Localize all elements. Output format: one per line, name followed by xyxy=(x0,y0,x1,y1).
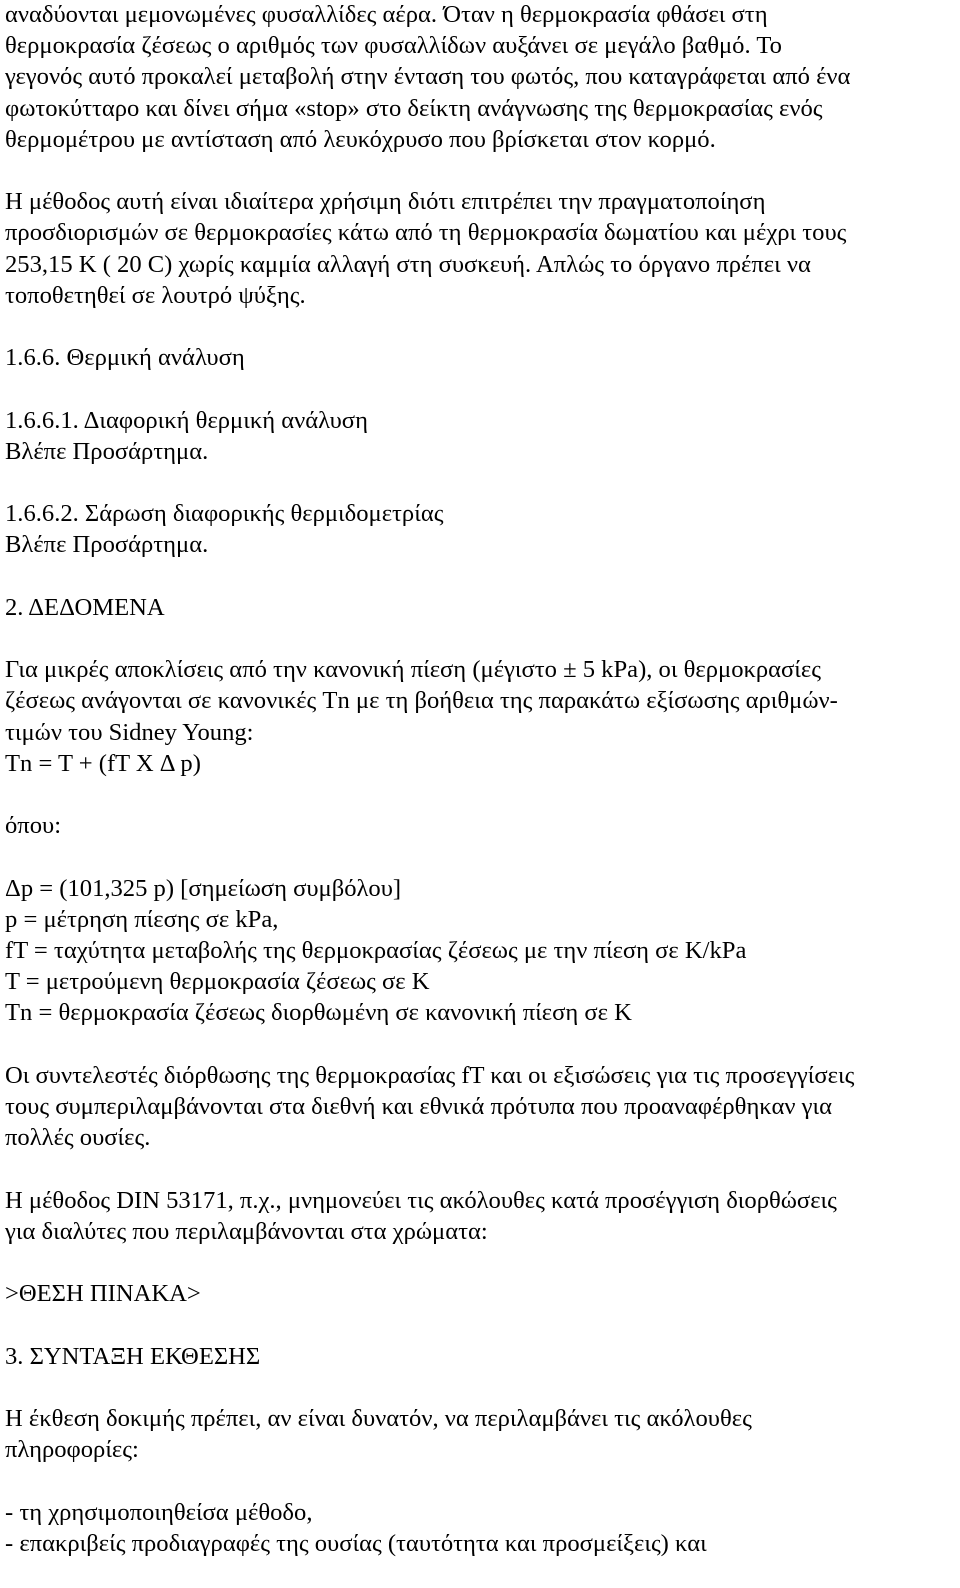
paragraph-spacer xyxy=(5,1309,953,1340)
text-line: προσδιορισμών σε θερμοκρασίες κάτω από τη θερμοκρασία δωματίου και μέχρι τους xyxy=(5,219,847,247)
paragraph-method-useful xyxy=(5,186,953,311)
list-item: - επακριβείς προδιαγραφές της ουσίας (ταυτότητα και προσμείξεις) και xyxy=(5,1529,707,1557)
section-heading-report xyxy=(5,1341,953,1372)
text-line: Η μέθοδος DIN 53171, π.χ., μνημονεύει τις ακόλουθες κατά προσέγγιση διορθώσεις xyxy=(5,1186,837,1214)
definition-line: Δp = (101,325 p) [σημείωση συμβόλου] xyxy=(5,874,402,902)
paragraph-coefficients xyxy=(5,1060,953,1154)
paragraph-spacer xyxy=(5,1029,953,1060)
paragraph-spacer xyxy=(5,373,953,404)
text-line: >ΘΕΣΗ ΠΙΝΑΚΑ> xyxy=(5,1280,201,1308)
paragraph-spacer xyxy=(5,561,953,592)
document-page xyxy=(5,0,953,1559)
text-line: γεγονός αυτό προκαλεί μεταβολή στην ένταση του φωτός, που καταγράφεται από ένα xyxy=(5,63,851,91)
paragraph-spacer xyxy=(5,779,953,810)
paragraph-spacer xyxy=(5,311,953,342)
table-placeholder xyxy=(5,1278,953,1309)
section-heading-data xyxy=(5,592,953,623)
definition-line: Tn = θερμοκρασία ζέσεως διορθωμένη σε κανονική πίεση σε K xyxy=(5,999,632,1027)
text-line: πληροφορίες: xyxy=(5,1436,139,1464)
text-line: 253,15 K ( 20 C) χωρίς καμμία αλλαγή στη συσκευή. Απλώς το όργανο πρέπει να xyxy=(5,250,811,278)
definition-line: p = μέτρηση πίεσης σε kPa, xyxy=(5,905,279,933)
heading-line: 1.6.6. Θερμική ανάλυση xyxy=(5,344,245,372)
section-heading-thermal-analysis xyxy=(5,342,953,373)
text-line: θερμομέτρου με αντίσταση από λευκόχρυσο που βρίσκεται στον κορμό. xyxy=(5,125,716,153)
text-line: ζέσεως ανάγονται σε κανονικές Tn με τη βοήθεια της παρακάτω εξίσωσης αριθμών- xyxy=(5,687,838,715)
subsection-dsc xyxy=(5,498,953,560)
heading-line: 1.6.6.2. Σάρωση διαφορικής θερμιδομετρίας xyxy=(5,500,444,528)
text-line: όπου: xyxy=(5,812,62,840)
text-line: Η έκθεση δοκιμής πρέπει, αν είναι δυνατόν, να περιλαμβάνει τις ακόλουθες xyxy=(5,1404,752,1432)
definition-line: T = μετρούμενη θερμοκρασία ζέσεως σε K xyxy=(5,968,430,996)
heading-line: 1.6.6.1. Διαφορική θερμική ανάλυση xyxy=(5,406,368,434)
paragraph-sidney-young xyxy=(5,654,953,779)
text-line: πολλές ουσίες. xyxy=(5,1124,151,1152)
paragraph-spacer xyxy=(5,1153,953,1184)
report-list xyxy=(5,1497,953,1559)
subsection-dta xyxy=(5,405,953,467)
paragraph-din xyxy=(5,1185,953,1247)
heading-line: 2. ΔΕΔΟΜΕΝΑ xyxy=(5,593,165,621)
text-line: Βλέπε Προσάρτημα. xyxy=(5,531,209,559)
paragraph-boiling-bubbles xyxy=(5,0,953,155)
equation-line: Tn = T + (fT X Δ p) xyxy=(5,749,201,777)
text-line: αναδύονται μεμονωμένες φυσαλλίδες αέρα. Όταν η θερμοκρασία φθάσει στη xyxy=(5,1,768,28)
paragraph-spacer xyxy=(5,623,953,654)
paragraph-spacer xyxy=(5,1465,953,1496)
text-line: φωτοκύτταρο και δίνει σήμα «stop» στο δείκτη ανάγνωσης της θερμοκρασίας ενός xyxy=(5,94,823,122)
heading-line: 3. ΣΥΝΤΑΞΗ ΕΚΘΕΣΗΣ xyxy=(5,1342,261,1370)
text-line: τιμών του Sidney Young: xyxy=(5,718,254,746)
definition-line: fT = ταχύτητα μεταβολής της θερμοκρασίας ζέσεως με την πίεση σε K/kPa xyxy=(5,936,747,964)
paragraph-report-intro xyxy=(5,1403,953,1465)
text-line: Για μικρές αποκλίσεις από την κανονική πίεση (μέγιστο ± 5 kPa), οι θερμοκρασίες xyxy=(5,656,821,684)
text-line: Βλέπε Προσάρτημα. xyxy=(5,437,209,465)
paragraph-spacer xyxy=(5,467,953,498)
paragraph-spacer xyxy=(5,155,953,186)
paragraph-where xyxy=(5,810,953,841)
paragraph-spacer xyxy=(5,1372,953,1403)
paragraph-spacer xyxy=(5,1247,953,1278)
text-line: τους συμπεριλαμβάνονται στα διεθνή και εθνικά πρότυπα που προαναφέρθηκαν για xyxy=(5,1092,833,1120)
text-line: Η μέθοδος αυτή είναι ιδιαίτερα χρήσιμη διότι επιτρέπει την πραγματοποίηση xyxy=(5,188,766,216)
paragraph-spacer xyxy=(5,841,953,872)
text-line: για διαλύτες που περιλαμβάνονται στα χρώματα: xyxy=(5,1217,488,1245)
text-line: Οι συντελεστές διόρθωσης της θερμοκρασίας fT και οι εξισώσεις για τις προσεγγίσεις xyxy=(5,1061,855,1089)
text-line: θερμοκρασία ζέσεως ο αριθμός των φυσαλλίδων αυξάνει σε μεγάλο βαθμό. Το xyxy=(5,32,782,60)
paragraph-definitions xyxy=(5,873,953,1029)
list-item: - τη χρησιμοποιηθείσα μέθοδο, xyxy=(5,1498,313,1526)
text-line: τοποθετηθεί σε λουτρό ψύξης. xyxy=(5,281,306,309)
